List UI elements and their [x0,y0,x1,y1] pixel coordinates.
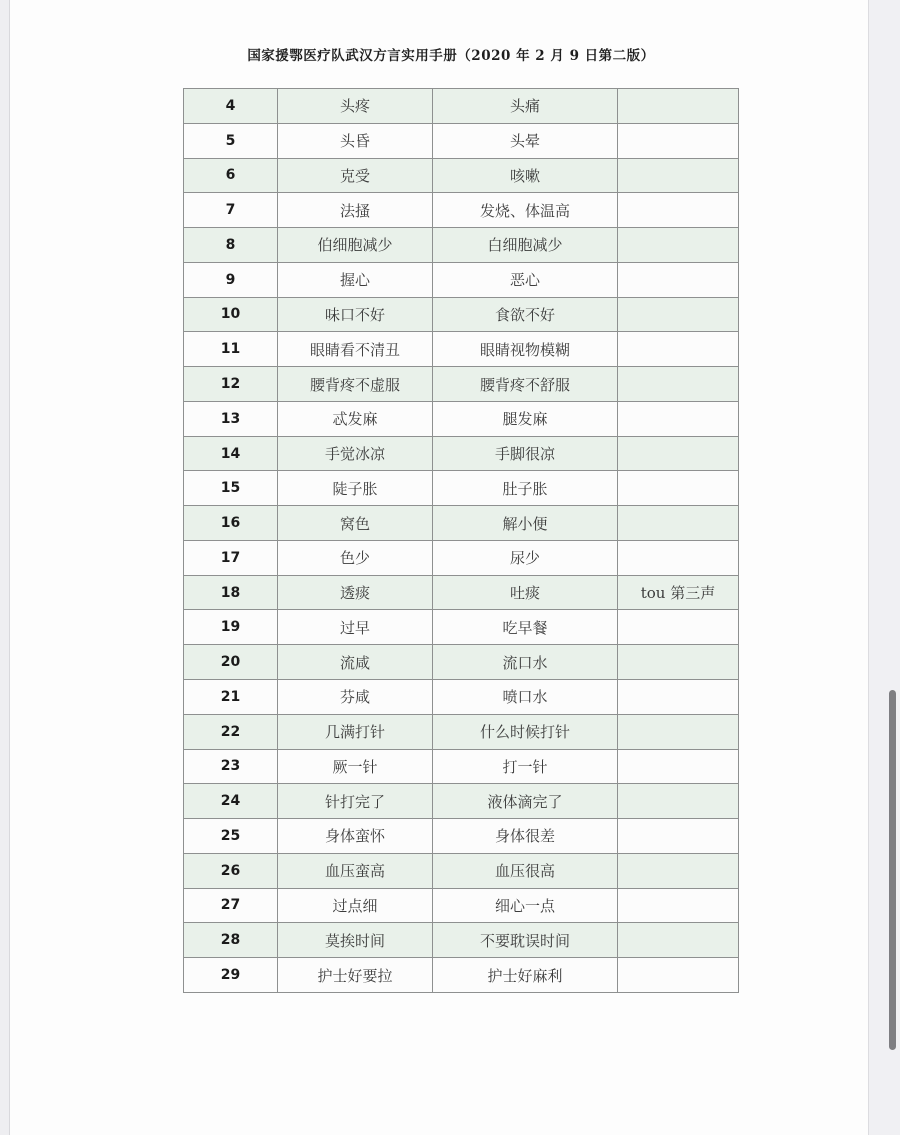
note-cell [618,540,739,575]
mandarin-cell: 喷口水 [433,680,618,715]
mandarin-cell: 手脚很凉 [433,436,618,471]
table-row [184,436,739,471]
dialect-cell: 陡子胀 [278,471,433,506]
note-cell [618,749,739,784]
row-number-cell: 25 [184,819,278,854]
document-title: 国家援鄂医疗队武汉方言实用手册（2020 年 2 月 9 日第二版） [247,48,655,64]
note-cell [618,332,739,367]
dialect-cell: 透痰 [278,575,433,610]
mandarin-cell: 吐痰 [433,575,618,610]
dialect-cell: 头疼 [278,89,433,124]
note-cell [618,228,739,263]
note-cell [618,610,739,645]
dialect-cell: 眼睛看不清丑 [278,332,433,367]
table-row [184,784,739,819]
dialect-cell: 针打完了 [278,784,433,819]
note-cell [618,819,739,854]
note-cell [618,367,739,402]
mandarin-cell: 液体滴完了 [433,784,618,819]
dialect-cell: 窝色 [278,506,433,541]
dialect-cell: 流咸 [278,645,433,680]
document-page [11,0,867,1135]
note-cell: tou 第三声 [618,575,739,610]
page-left-gutter [0,0,10,1135]
table-row [184,819,739,854]
row-number-cell: 19 [184,610,278,645]
table-row [184,610,739,645]
row-number-cell: 20 [184,645,278,680]
row-number-cell: 23 [184,749,278,784]
mandarin-cell: 流口水 [433,645,618,680]
dialect-cell: 味口不好 [278,297,433,332]
row-number-cell: 9 [184,262,278,297]
dialect-cell: 芬咸 [278,680,433,715]
mandarin-cell: 发烧、体温高 [433,193,618,228]
note-cell [618,401,739,436]
table-row [184,367,739,402]
mandarin-cell: 打一针 [433,749,618,784]
row-number-cell: 17 [184,540,278,575]
mandarin-cell: 尿少 [433,540,618,575]
note-cell [618,123,739,158]
table-row [184,888,739,923]
table-row [184,471,739,506]
note-cell [618,471,739,506]
note-cell [618,297,739,332]
table-row [184,853,739,888]
table-row [184,714,739,749]
row-number-cell: 15 [184,471,278,506]
dialect-cell: 头昏 [278,123,433,158]
dialect-phrase-table [183,88,739,993]
table-row [184,923,739,958]
mandarin-cell: 吃早餐 [433,610,618,645]
table-row [184,645,739,680]
row-number-cell: 7 [184,193,278,228]
row-number-cell: 27 [184,888,278,923]
note-cell [618,923,739,958]
mandarin-cell: 白细胞减少 [433,228,618,263]
row-number-cell: 26 [184,853,278,888]
dialect-cell: 法搔 [278,193,433,228]
note-cell [618,680,739,715]
note-cell [618,436,739,471]
table-row [184,332,739,367]
table-row [184,158,739,193]
row-number-cell: 12 [184,367,278,402]
mandarin-cell: 眼睛视物模糊 [433,332,618,367]
mandarin-cell: 什么时候打针 [433,714,618,749]
table-row [184,193,739,228]
dialect-cell: 腰背疼不虚服 [278,367,433,402]
mandarin-cell: 食欲不好 [433,297,618,332]
dialect-table-body [184,89,739,993]
dialect-cell: 厥一针 [278,749,433,784]
dialect-cell: 过早 [278,610,433,645]
table-row [184,89,739,124]
note-cell [618,714,739,749]
table-row [184,506,739,541]
scrollbar-thumb[interactable] [889,690,896,1050]
table-row [184,297,739,332]
mandarin-cell: 腿发麻 [433,401,618,436]
row-number-cell: 24 [184,784,278,819]
dialect-cell: 血压蛮高 [278,853,433,888]
mandarin-cell: 头痛 [433,89,618,124]
note-cell [618,784,739,819]
row-number-cell: 11 [184,332,278,367]
note-cell [618,888,739,923]
table-row [184,262,739,297]
dialect-cell: 几满打针 [278,714,433,749]
row-number-cell: 6 [184,158,278,193]
dialect-cell: 忒发麻 [278,401,433,436]
table-row [184,228,739,263]
row-number-cell: 16 [184,506,278,541]
note-cell [618,89,739,124]
table-row [184,575,739,610]
mandarin-cell: 细心一点 [433,888,618,923]
row-number-cell: 29 [184,958,278,993]
mandarin-cell: 不要耽误时间 [433,923,618,958]
row-number-cell: 4 [184,89,278,124]
table-row [184,123,739,158]
dialect-cell: 克受 [278,158,433,193]
row-number-cell: 14 [184,436,278,471]
mandarin-cell: 护士好麻利 [433,958,618,993]
dialect-cell: 手觉冰凉 [278,436,433,471]
row-number-cell: 10 [184,297,278,332]
row-number-cell: 5 [184,123,278,158]
note-cell [618,158,739,193]
note-cell [618,262,739,297]
dialect-cell: 伯细胞减少 [278,228,433,263]
row-number-cell: 8 [184,228,278,263]
table-row [184,401,739,436]
table-row [184,540,739,575]
mandarin-cell: 腰背疼不舒服 [433,367,618,402]
mandarin-cell: 头晕 [433,123,618,158]
note-cell [618,958,739,993]
table-row [184,680,739,715]
dialect-cell: 握心 [278,262,433,297]
table-row [184,749,739,784]
note-cell [618,506,739,541]
dialect-cell: 护士好要拉 [278,958,433,993]
mandarin-cell: 身体很差 [433,819,618,854]
dialect-cell: 过点细 [278,888,433,923]
dialect-cell: 身体蛮怀 [278,819,433,854]
mandarin-cell: 血压很高 [433,853,618,888]
row-number-cell: 28 [184,923,278,958]
mandarin-cell: 肚子胀 [433,471,618,506]
table-row [184,958,739,993]
row-number-cell: 21 [184,680,278,715]
note-cell [618,645,739,680]
row-number-cell: 18 [184,575,278,610]
dialect-cell: 莫挨时间 [278,923,433,958]
mandarin-cell: 咳嗽 [433,158,618,193]
dialect-cell: 色少 [278,540,433,575]
mandarin-cell: 恶心 [433,262,618,297]
note-cell [618,853,739,888]
row-number-cell: 22 [184,714,278,749]
note-cell [618,193,739,228]
row-number-cell: 13 [184,401,278,436]
mandarin-cell: 解小便 [433,506,618,541]
